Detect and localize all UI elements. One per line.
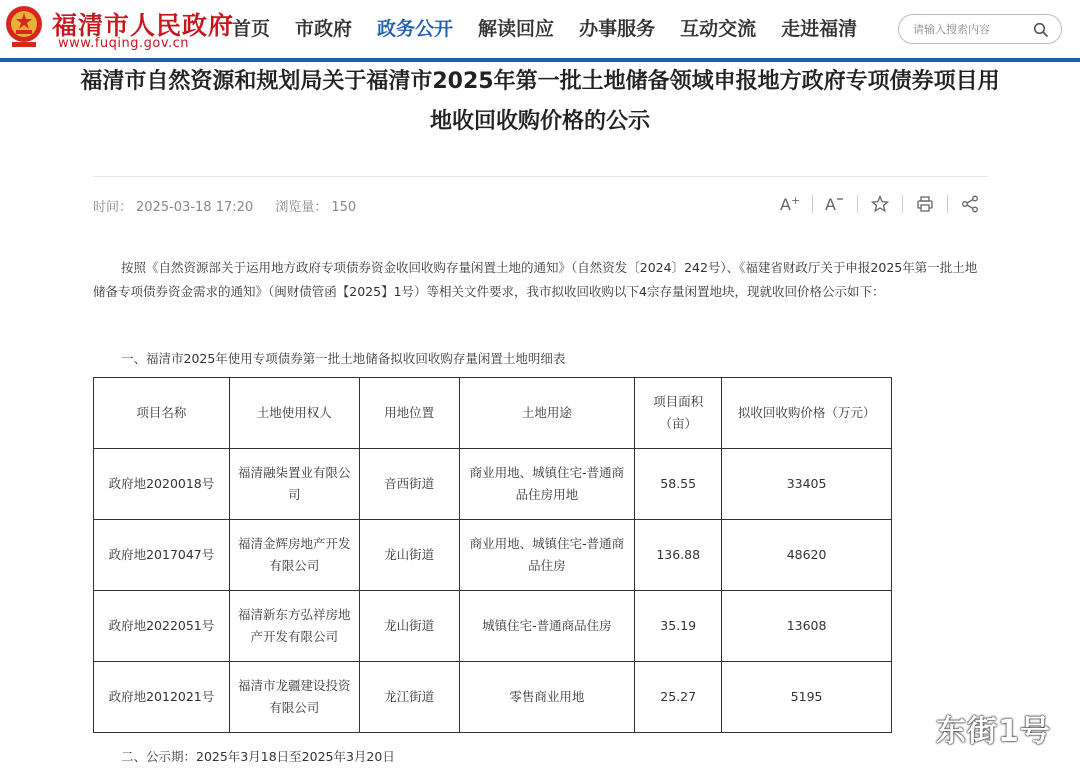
table-cell: 58.55 <box>635 449 722 520</box>
nav-item-government[interactable]: 市政府 <box>295 18 353 40</box>
share-icon[interactable] <box>958 192 982 216</box>
article-meta <box>93 196 360 215</box>
table-cell: 福清新东方弘祥房地产开发有限公司 <box>229 591 359 662</box>
table-cell: 136.88 <box>635 520 722 591</box>
land-table <box>93 377 892 733</box>
table-cell: 25.27 <box>635 662 722 733</box>
nav-item-home[interactable]: 首页 <box>232 18 271 40</box>
views-count: 150 <box>331 200 357 215</box>
table-cell: 政府地2022051号 <box>94 591 230 662</box>
font-decrease-icon[interactable] <box>823 192 847 216</box>
table-row <box>94 520 892 591</box>
column-header: 项目名称 <box>94 378 230 449</box>
site-name[interactable]: 福清市人民政府 <box>52 11 235 40</box>
table-cell: 福清融柒置业有限公司 <box>229 449 359 520</box>
table-cell: 福清金辉房地产开发有限公司 <box>229 520 359 591</box>
nav-item-about-fuqing[interactable]: 走进福清 <box>781 18 858 40</box>
table-row <box>94 591 892 662</box>
site-header <box>0 0 1080 60</box>
title-divider <box>93 176 988 177</box>
tool-divider <box>947 195 948 213</box>
table-cell: 48620 <box>722 520 892 591</box>
table-row <box>94 662 892 733</box>
time-label: 时间： <box>93 200 133 215</box>
table-cell: 龙山街道 <box>359 520 459 591</box>
star-icon[interactable] <box>868 192 892 216</box>
table-cell: 零售商业用地 <box>459 662 635 733</box>
nav-item-interaction[interactable]: 互动交流 <box>680 18 757 40</box>
search-box <box>898 14 1062 44</box>
column-header: 拟收回收购价格（万元） <box>722 378 892 449</box>
article-paragraph: 按照《自然资源部关于运用地方政府专项债券资金收回收购存量闲置土地的通知》（自然资发〔2024〕242号）、《福建省财政厅关于申报2025年第一批土地储备专项债券资金需求的通知》（闽财债管函【2025】1号）等相关文件要求，我市拟收回收购以下4宗存量闲置地块，现就收回价格公示如下： <box>93 260 978 299</box>
publish-time: 2025-03-18 17:20 <box>136 200 254 215</box>
tool-divider <box>812 195 813 213</box>
table-cell: 龙山街道 <box>359 591 459 662</box>
table-header-row <box>94 378 892 449</box>
column-header: 项目面积（亩） <box>635 378 722 449</box>
column-header: 土地用途 <box>459 378 635 449</box>
svg-text:A: A <box>780 195 791 213</box>
main-nav <box>232 14 882 44</box>
table-cell: 政府地2017047号 <box>94 520 230 591</box>
nav-item-interpretation[interactable]: 解读回应 <box>478 18 555 40</box>
column-header: 用地位置 <box>359 378 459 449</box>
table-cell: 音西街道 <box>359 449 459 520</box>
table-cell: 33405 <box>722 449 892 520</box>
table-row <box>94 449 892 520</box>
table-cell: 龙江街道 <box>359 662 459 733</box>
watermark: 东街1号 <box>936 714 1051 749</box>
site-url: www.fuqing.gov.cn <box>58 36 190 51</box>
column-header: 土地使用权人 <box>229 378 359 449</box>
nav-item-public-affairs[interactable]: 政务公开 <box>377 18 454 40</box>
section-two-title: 二、公示期：2025年3月18日至2025年3月20日 <box>121 749 395 764</box>
national-emblem-icon <box>4 4 44 50</box>
views-label: 浏览量： <box>275 200 328 215</box>
search-icon[interactable] <box>1033 22 1049 38</box>
table-cell: 5195 <box>722 662 892 733</box>
print-icon[interactable] <box>913 192 937 216</box>
table-cell: 35.19 <box>635 591 722 662</box>
table-cell: 政府地2020018号 <box>94 449 230 520</box>
table-cell: 政府地2012021号 <box>94 662 230 733</box>
tool-divider <box>857 195 858 213</box>
table-cell: 商业用地、城镇住宅-普通商品住房 <box>459 520 635 591</box>
article-title: 福清市自然资源和规划局关于福清市2025年第一批土地储备领域申报地方政府专项债券项目用地收回收购价格的公示 <box>80 69 1000 134</box>
table-cell: 福清市龙疆建设投资有限公司 <box>229 662 359 733</box>
table-cell: 13608 <box>722 591 892 662</box>
table-cell: 商业用地、城镇住宅-普通商品住房用地 <box>459 449 635 520</box>
article-tools <box>778 192 982 216</box>
table-cell: 城镇住宅-普通商品住房 <box>459 591 635 662</box>
font-increase-icon[interactable] <box>778 192 802 216</box>
nav-item-services[interactable]: 办事服务 <box>579 18 656 40</box>
svg-text:A: A <box>825 195 836 213</box>
section-one-title: 一、福清市2025年使用专项债券第一批土地储备拟收回收购存量闲置土地明细表 <box>121 351 566 366</box>
svg-text:+: + <box>791 195 800 207</box>
tool-divider <box>902 195 903 213</box>
search-input[interactable] <box>913 20 1033 38</box>
